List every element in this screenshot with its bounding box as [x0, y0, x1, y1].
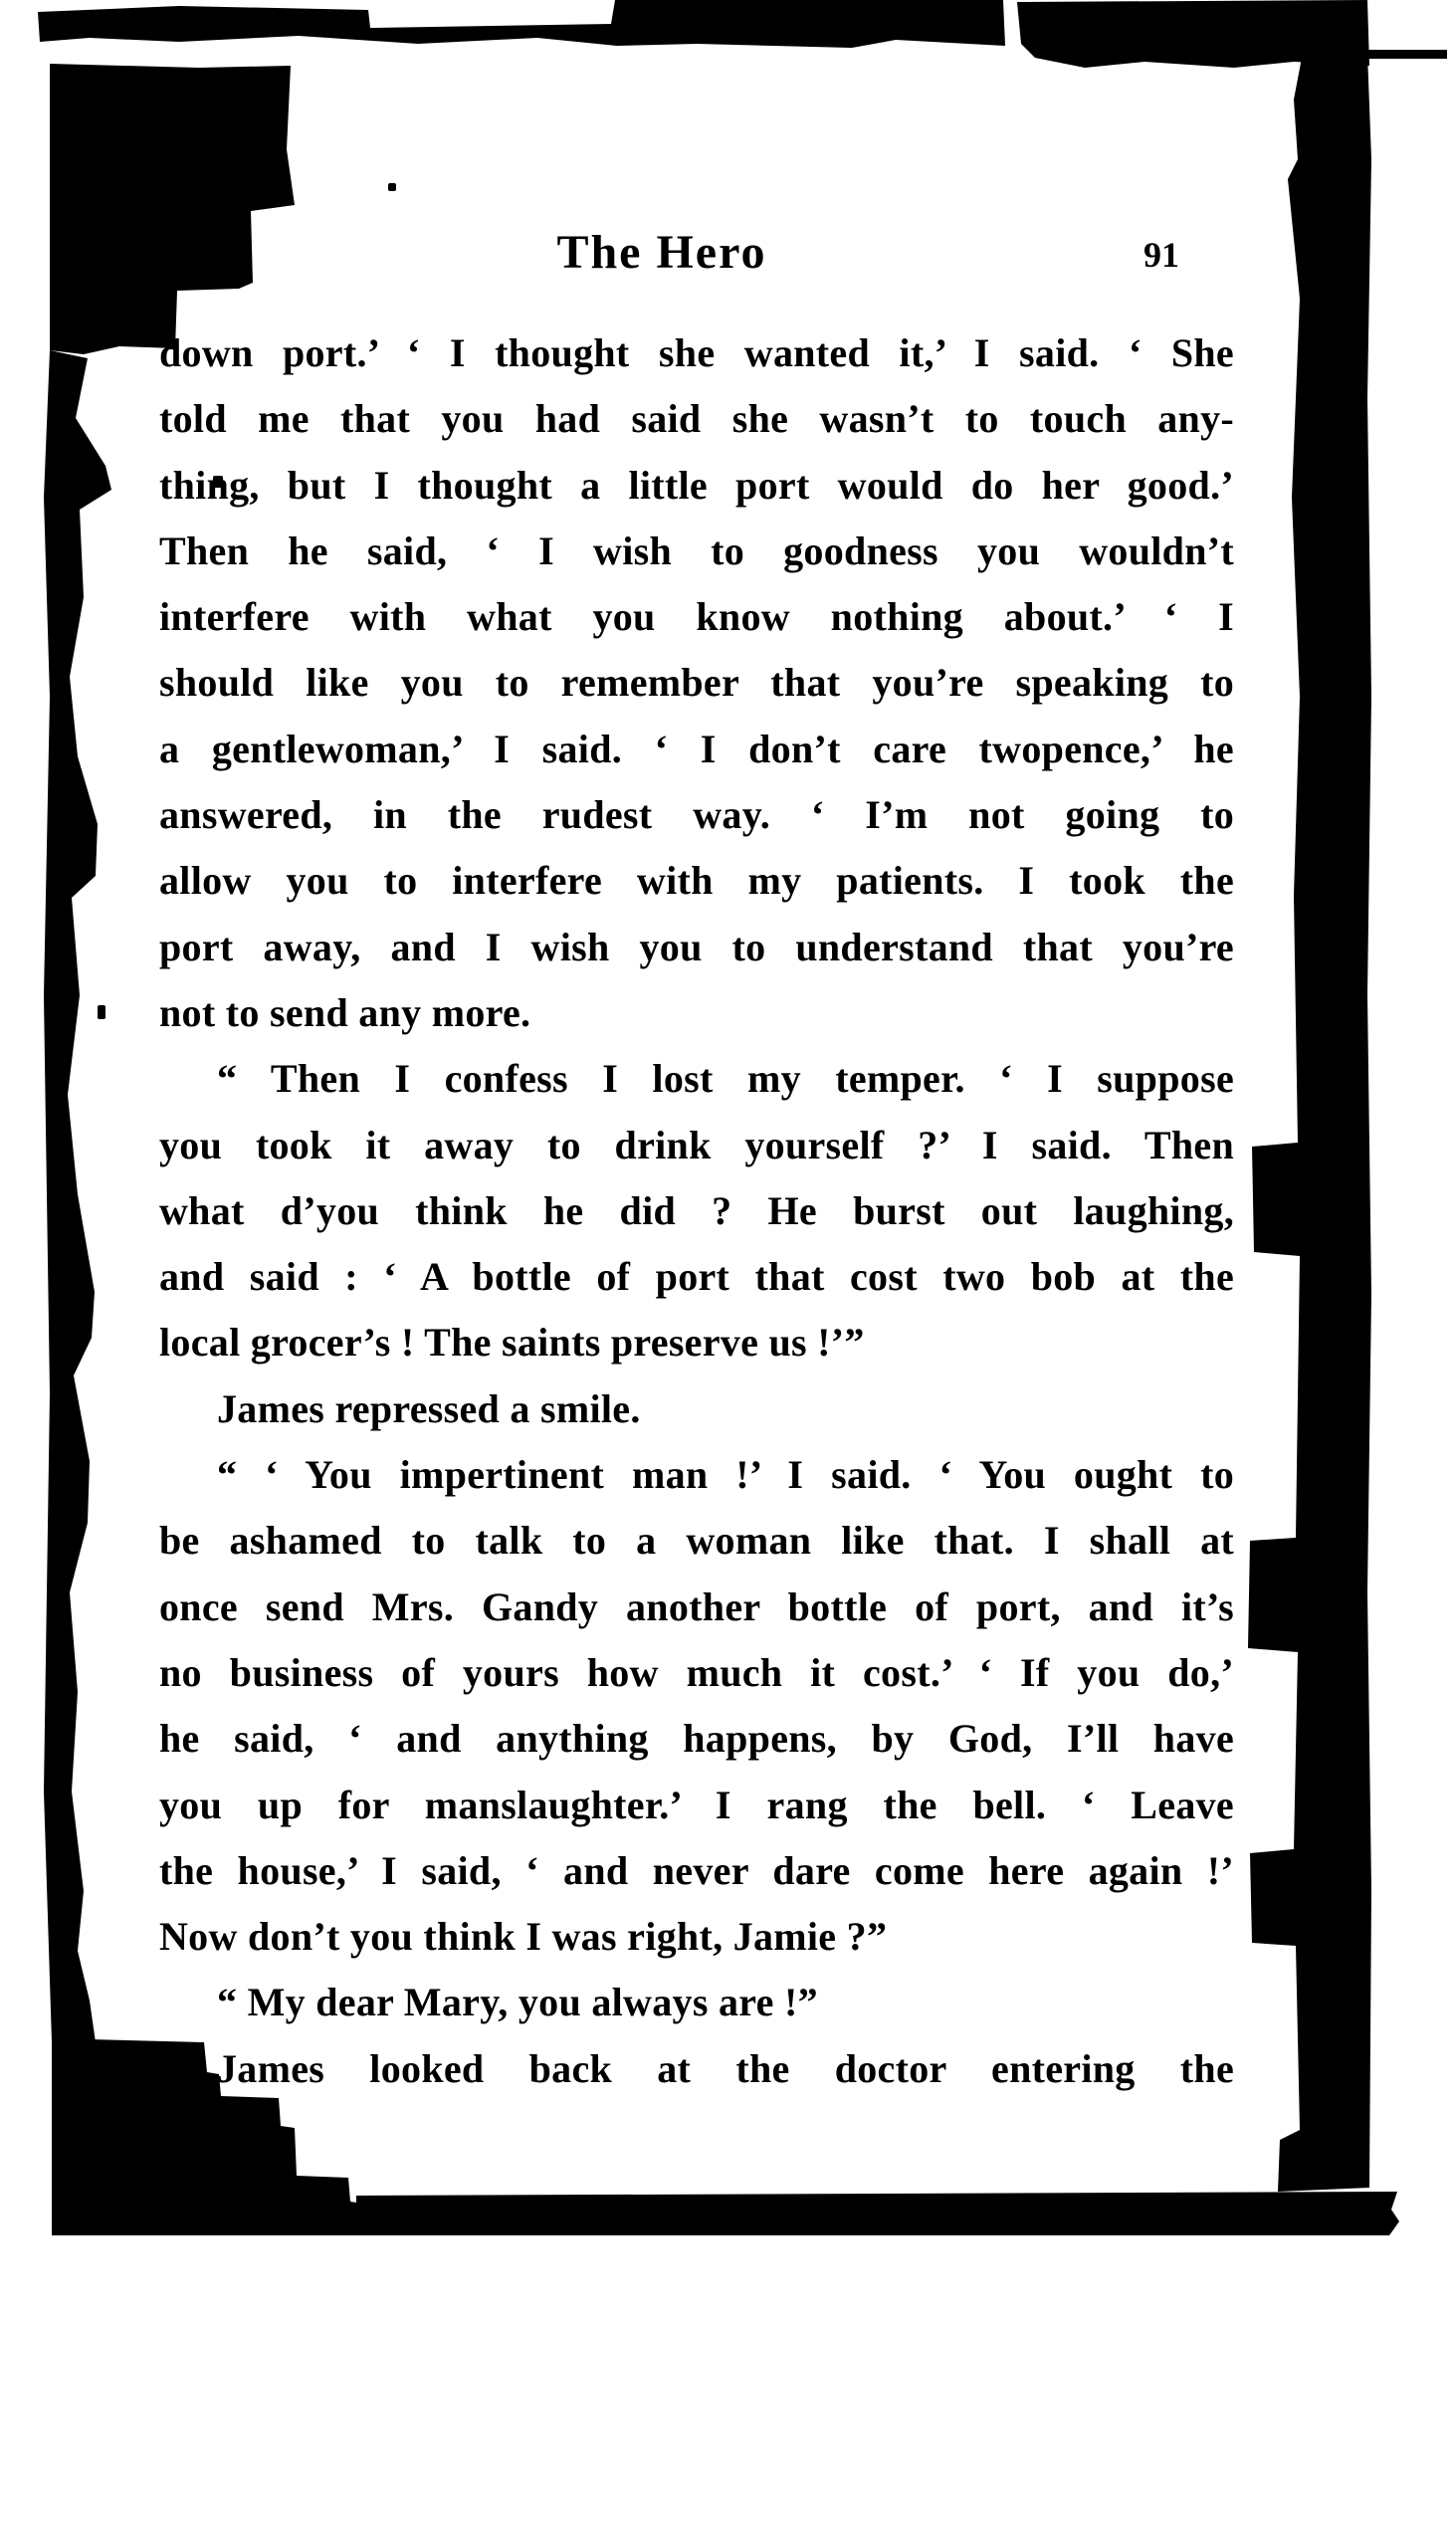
page-number: 91: [1144, 235, 1179, 275]
text-line: he said, ‘ and anything happens, by God, I’ll have: [159, 1716, 1234, 1762]
text-line: Then he said, ‘ I wish to goodness you wouldn’t: [159, 527, 1234, 573]
text-line: a gentlewoman,’ I said. ‘ I don’t care twopence,’ he: [159, 726, 1234, 771]
text-line: what d’you think he did ? He burst out laughing,: [159, 1187, 1234, 1233]
text-line: thing, but I thought a little port would do her good.’: [159, 462, 1234, 508]
text-line: be ashamed to talk to a woman like that. I shall at: [159, 1518, 1234, 1564]
ink-speck: [388, 183, 396, 191]
text-line: the house,’ I said, ‘ and never dare come here again !’: [159, 1847, 1234, 1893]
text-line: “ ‘ You impertinent man !’ I said. ‘ You ought to: [217, 1452, 1234, 1498]
scan-artifact-bottom-band: [356, 2192, 1399, 2235]
scan-artifact-left-strip: [44, 350, 111, 2042]
text-line: James looked back at the doctor entering the: [217, 2045, 1234, 2091]
book-title: The Hero: [556, 226, 767, 279]
text-line: Now don’t you think I was right, Jamie ?”: [159, 1914, 888, 1960]
text-line: told me that you had said she wasn’t to touch any-: [159, 396, 1234, 442]
text-line: you up for manslaughter.’ I rang the bell. ‘ Leave: [159, 1782, 1234, 1827]
text-line: down port.’ ‘ I thought she wanted it,’ I said. ‘ She: [159, 330, 1234, 375]
scan-artifact-left-upper-blob: [50, 64, 295, 354]
scan-artifact-right-column: [1248, 54, 1371, 2192]
text-line: once send Mrs. Gandy another bottle of port, and it’s: [159, 1583, 1234, 1629]
text-line: no business of yours how much it cost.’ ‘ If you do,’: [159, 1649, 1234, 1695]
running-head: [159, 223, 1234, 293]
ink-speck: [98, 1005, 105, 1019]
text-line: James repressed a smile.: [217, 1385, 641, 1431]
text-line: local grocer’s ! The saints preserve us !’”: [159, 1320, 865, 1366]
body-text: [159, 320, 1234, 2102]
text-line: should like you to remember that you’re speaking to: [159, 660, 1234, 706]
text-line: “ Then I confess I lost my temper. ‘ I suppose: [217, 1056, 1234, 1102]
text-line: “ My dear Mary, you always are !”: [217, 1980, 818, 2025]
text-line: not to send any more.: [159, 989, 531, 1035]
text-line: you took it away to drink yourself ?’ I said. Then: [159, 1122, 1234, 1167]
text-line: interfere with what you know nothing about.’ ‘ I: [159, 594, 1234, 640]
text-line: and said : ‘ A bottle of port that cost two bob at the: [159, 1254, 1234, 1300]
scan-artifact-top-bar: [38, 0, 1005, 48]
text-line: port away, and I wish you to understand that you’re: [159, 924, 1234, 969]
text-line: answered, in the rudest way. ‘ I’m not going to: [159, 792, 1234, 838]
text-line: allow you to interfere with my patients. I took the: [159, 858, 1234, 904]
